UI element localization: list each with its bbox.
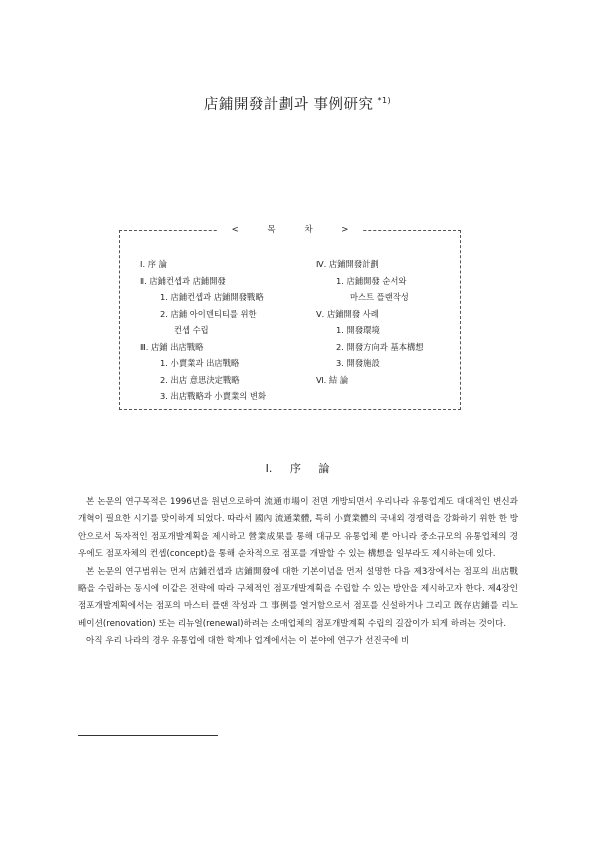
toc-left-column	[140, 256, 300, 405]
table-of-contents	[119, 225, 461, 410]
toc-entry: 1. 店鋪컨셉과 店鋪開發戰略	[160, 292, 264, 302]
toc-entry: Ⅵ. 結 論	[316, 374, 349, 385]
toc-entry: 2. 出店 意思決定戰略	[160, 374, 240, 385]
body-paragraph: 아직 우리 나라의 경우 유통업에 대한 학계나 업계에서는 이 분야에 연구가 선진국에 비	[86, 636, 410, 647]
toc-entry: 1. 店鋪開發 순서와	[336, 275, 407, 286]
toc-heading-wrap	[120, 223, 460, 235]
title-footnote-mark: *1)	[377, 96, 392, 106]
toc-entry: 1. 開發環境	[336, 325, 380, 335]
toc-entry: 1. 小賣業과 出店戰略	[160, 358, 240, 368]
body-text	[78, 494, 518, 651]
toc-entry: 3. 出店戰略과 小賣業의 변화	[160, 391, 266, 401]
toc-entry: Ⅰ. 序 論	[140, 259, 167, 269]
body-paragraph: 본 논문의 연구목적은 1996년을 원년으로하여 流通市場이 전면 개방되면서 우리나라 유통업계도 대대적인 변신과 개혁이 필요한 시기를 맞이하게 되었다. 따라서 國內 流通業體, 특히 小賣業體의 국내외 경쟁력을 강화하기 위한 한 방안으로서 독자적인 점포개발계획을 제시하고 營業成果를 통해 대규모 유통업체 뿐 아니라 중소규모의 유통업체의 경우에도 점포자체의 컨셉(concept)을 통해 순차적으로 점포를 개발할 수 있는 構想을 일부라도 제시하는데 있다.	[78, 497, 518, 560]
toc-entry: 2. 店鋪 아이덴티티를 위한	[160, 308, 257, 319]
toc-entry: 마스트 플랜작성	[350, 292, 409, 302]
toc-heading: < 목 차 >	[218, 225, 363, 235]
toc-entry: 컨셉 수립	[174, 325, 209, 335]
paper-title	[0, 93, 595, 114]
title-text: 店鋪開發計劃과 事例研究	[203, 97, 374, 113]
toc-entry: Ⅴ. 店鋪開發 사례	[316, 308, 379, 319]
toc-entry: Ⅱ. 店鋪컨셉과 店鋪開發	[140, 275, 226, 286]
toc-entry: Ⅳ. 店鋪開發計劃	[316, 259, 379, 269]
toc-entry: Ⅲ. 店鋪 出店戰略	[140, 341, 204, 352]
footnote-rule	[78, 735, 218, 736]
body-paragraph: 본 논문의 연구범위는 먼저 店鋪컨셉과 店鋪開發에 대한 기본이념을 먼저 설명한 다음 제3장에서는 점포의 出店戰略을 수립하는 동시에 이같은 전략에 따라 구체적인 점포개발계획을 수립할 수 있는 방안을 제시하고자 한다. 제4장인 점포개발계획에서는 점포의 마스터 플랜 작성과 그 事例를 열거함으로서 점포를 신설하거나 그리고 旣存店鋪를 리노베이션(renovation) 또는 리뉴얼(renewal)하려는 소매업체의 점포개발계획 수립의 길잡이가 되게 하려는 것이다.	[78, 566, 518, 629]
toc-entry: 2. 開發方向과 基本構想	[336, 341, 424, 352]
section-heading: Ⅰ. 序 論	[265, 462, 330, 475]
toc-right-column	[316, 256, 456, 388]
toc-entry: 3. 開發施設	[336, 358, 380, 368]
